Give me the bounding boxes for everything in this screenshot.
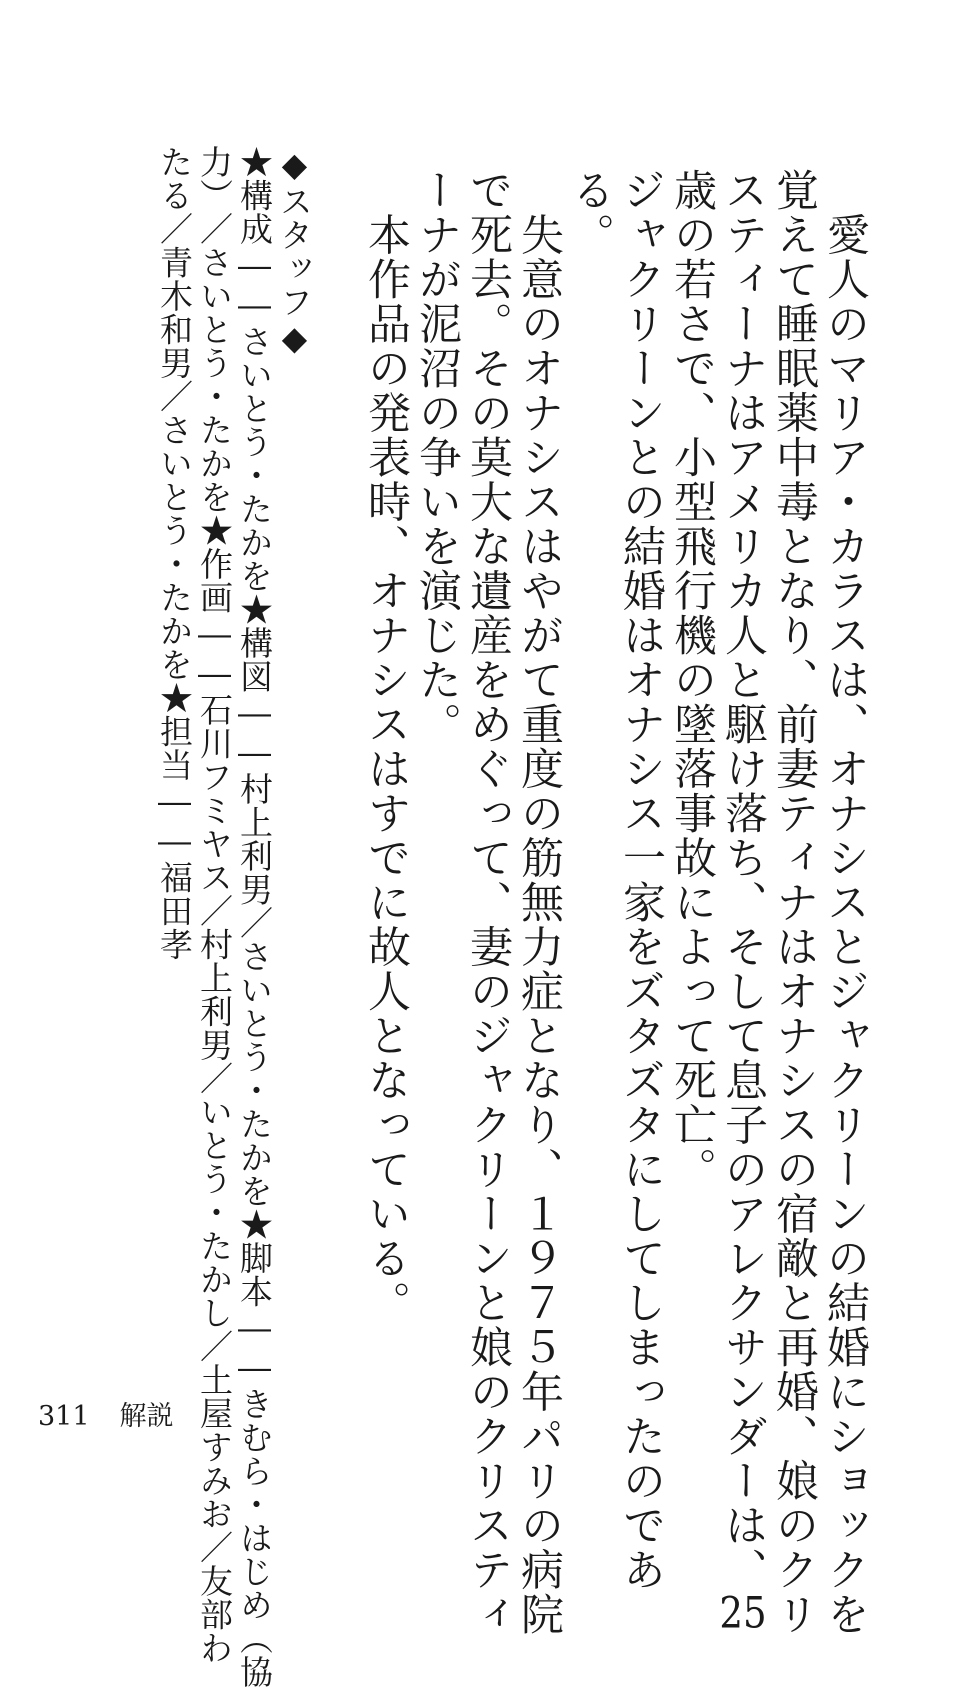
- age-number: 25: [719, 1592, 767, 1635]
- section-title: 解説: [119, 1401, 174, 1432]
- staff-column-3: たる／青木和男／さいとう・たかを★担当――福田孝: [155, 145, 194, 961]
- body-column-2: 覚えて睡眠薬中毒となり、前妻ティナはオナシスの宿敵と再婚、娘のクリ: [769, 168, 819, 1637]
- page-number: 311: [38, 1401, 90, 1432]
- body-column-6: る。: [565, 168, 615, 257]
- body-column-5: ジャクリーンとの結婚はオナシス一家をズタズタにしてしまったのであ: [616, 168, 666, 1592]
- body-column-10: 本作品の発表時、オナシスはすでに故人となっている。: [361, 168, 411, 1325]
- page-footer: [38, 1394, 174, 1433]
- body-column-1: 愛人のマリア・カラスは、オナシスとジャクリーンの結婚にショックを: [820, 168, 870, 1637]
- body-column-3: [718, 168, 768, 1635]
- body-column-8: で死去。その莫大な遺産をめぐって、妻のジャクリーンと娘のクリスティ: [463, 168, 513, 1637]
- staff-heading: ◆スタッフ◆: [275, 145, 314, 358]
- staff-column-2: 力）／さいとう・たかを★作画――石川フミヤス／村上利男／いとう・たかし／土屋すみお／友部わ: [195, 145, 234, 1665]
- body-column-4: 歳の若さで、小型飛行機の墜落事故によって死亡。: [667, 168, 717, 1192]
- body-column-9: ーナが泥沼の争いを演じた。: [412, 168, 462, 747]
- body-column-7: 失意のオナシスはやがて重度の筋無力症となり、１９７５年パリの病院: [514, 168, 564, 1637]
- staff-column-1: ★構成――さいとう・たかを★構図――村上利男／さいとう・たかを★脚本――きむら・はじめ（協: [235, 145, 274, 1689]
- body-column-3-text: スティーナはアメリカ人と駆け落ち、そして息子のアレクサンダーは、: [718, 168, 768, 1592]
